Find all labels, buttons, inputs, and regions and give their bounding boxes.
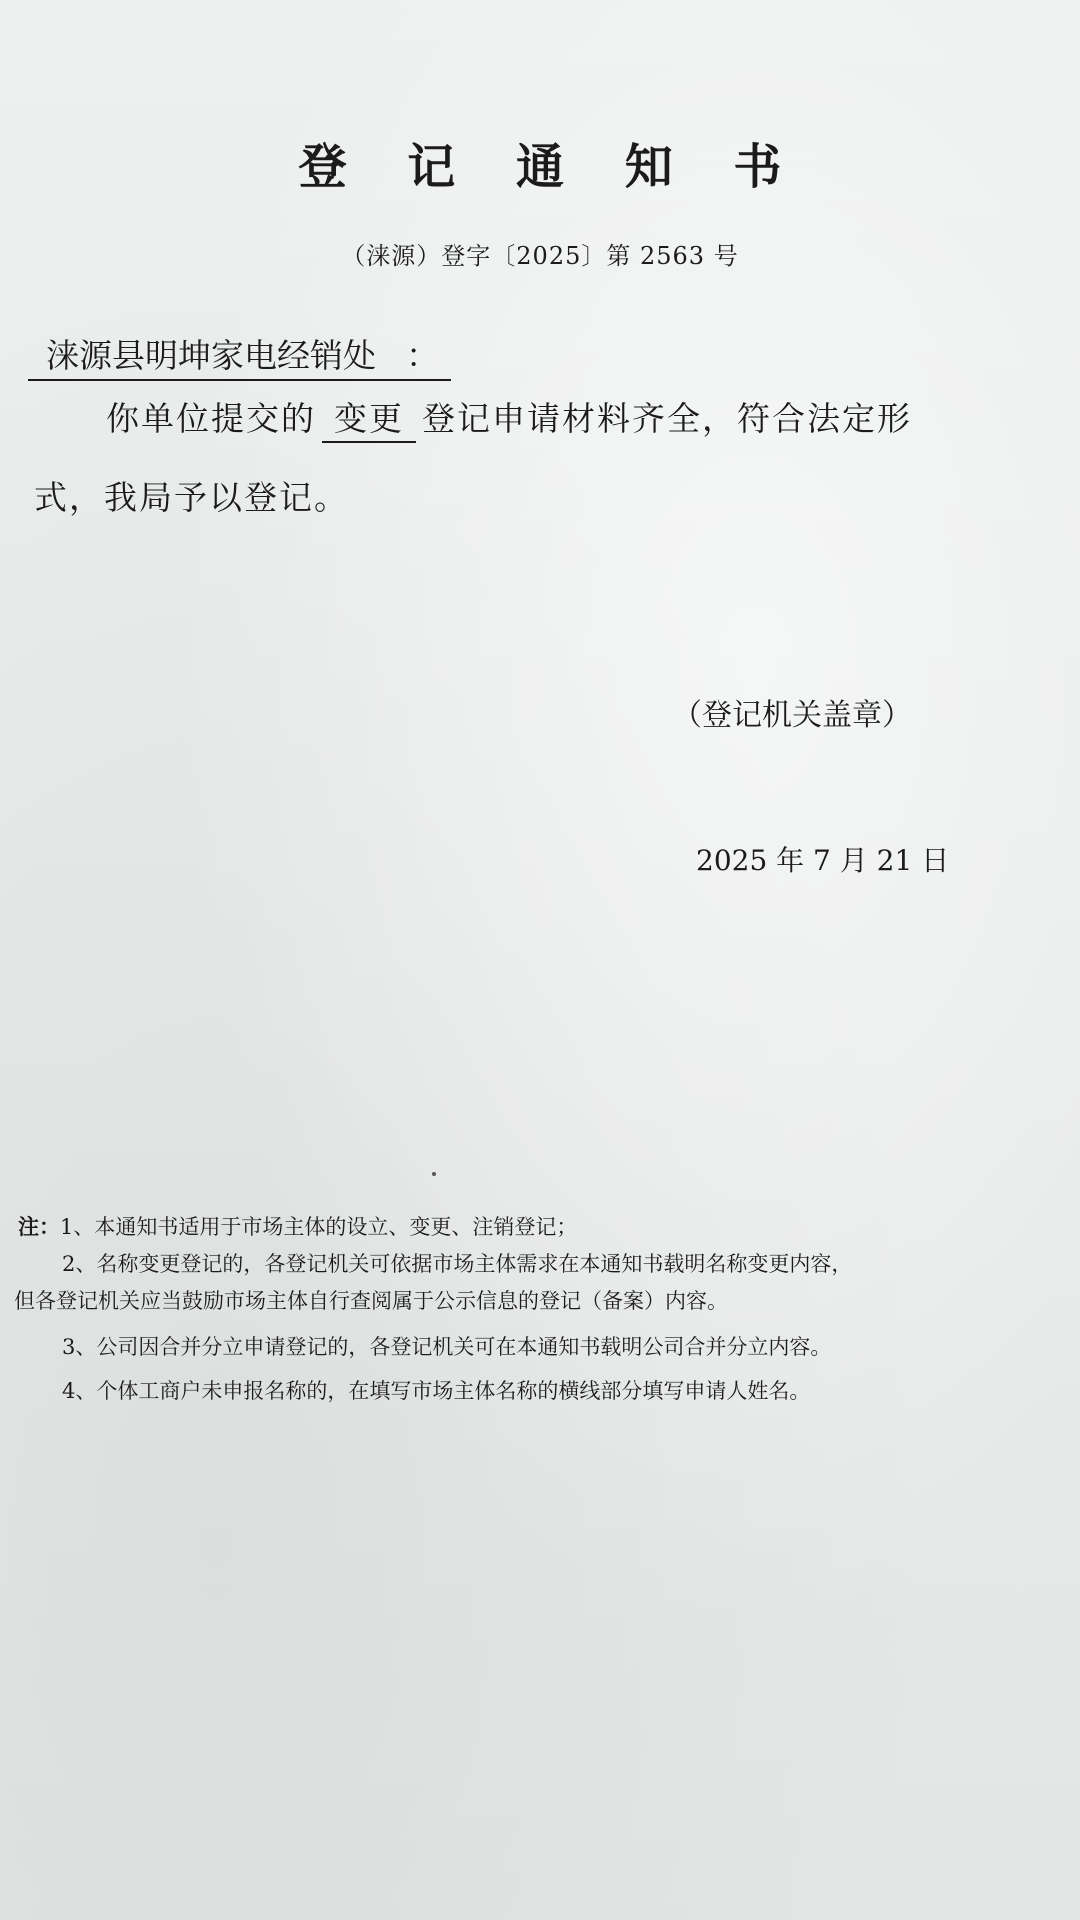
note-item-2-line-2: 但各登记机关应当鼓励市场主体自行查阅属于公示信息的登记（备案）内容。 xyxy=(14,1289,728,1313)
note-item-4: 4、个体工商户未申报名称的，在填写市场主体名称的横线部分填写申请人姓名。 xyxy=(62,1379,811,1403)
note-item-1 xyxy=(18,1211,577,1241)
document-number: （涞源）登字〔2025〕第 2563 号 xyxy=(341,242,739,270)
body-prefix: 你单位提交的 xyxy=(106,399,316,438)
body-line-1 xyxy=(106,393,912,443)
recipient-name: 涞源县明坤家电经销处 xyxy=(28,330,390,381)
notes-lead: 注： xyxy=(18,1214,60,1239)
document-title: 登 记 通 知 书 xyxy=(298,139,804,195)
body-line-2: 式，我局予以登记。 xyxy=(34,478,349,517)
issue-date: 2025 年 7 月 21 日 xyxy=(696,844,950,877)
body-suffix: 登记申请材料齐全，符合法定形 xyxy=(422,399,912,438)
note-item-2-line-1: 2、名称变更登记的，各登记机关可依据市场主体需求在本通知书载明名称变更内容， xyxy=(62,1252,853,1276)
registration-type: 变更 xyxy=(322,393,416,443)
recipient-line xyxy=(28,330,451,381)
paper-speck xyxy=(432,1172,436,1176)
recipient-colon: ： xyxy=(390,330,451,381)
seal-note: （登记机关盖章） xyxy=(672,698,912,733)
note-item-1-text: 1、本通知书适用于市场主体的设立、变更、注销登记； xyxy=(60,1215,578,1239)
note-item-3: 3、公司因合并分立申请登记的，各登记机关可在本通知书载明公司合并分立内容。 xyxy=(62,1335,832,1359)
